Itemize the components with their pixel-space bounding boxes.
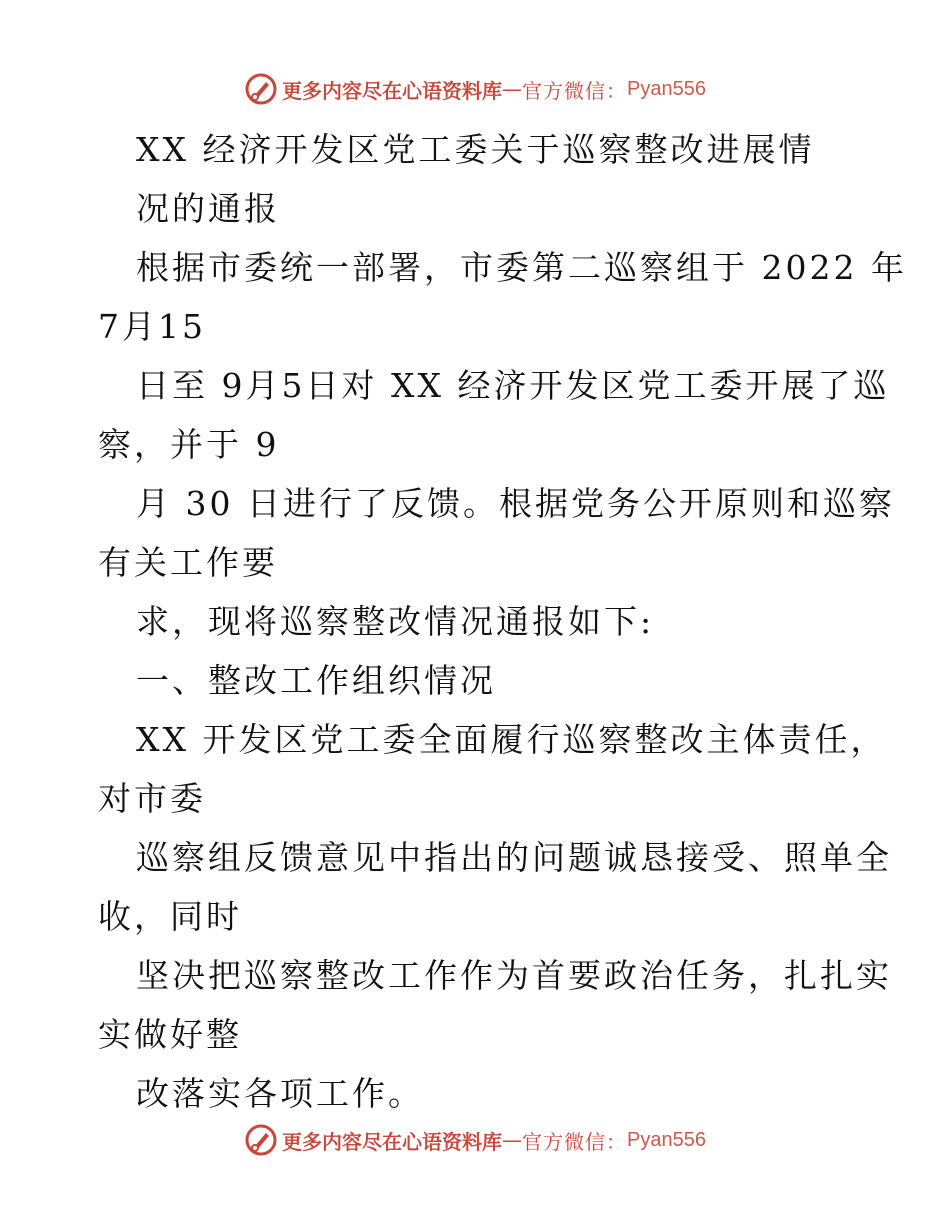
header-banner	[0, 69, 950, 109]
doc-line: 根据市委统一部署，市委第二巡察组于 2022 年	[136, 248, 907, 287]
banner-official-label: 官方微信：	[522, 78, 628, 103]
doc-line: 求，现将巡察整改情况通报如下:	[136, 602, 655, 641]
banner-official-label: 官方微信：	[522, 1129, 628, 1154]
document-body	[98, 120, 907, 1123]
doc-line: 改落实各项工作。	[136, 1074, 424, 1113]
footer-banner	[0, 1120, 950, 1160]
doc-line: XX 开发区党工委全面履行巡察整改主体责任，	[136, 720, 887, 759]
doc-line: 收，同时	[98, 897, 242, 936]
doc-title-line-2: 况的通报	[136, 189, 280, 228]
banner-wechat-id: Pyan556	[627, 1128, 706, 1151]
doc-line: 日至 9月5日对 XX 经济开发区党工委开展了巡	[136, 366, 890, 405]
pen-nib-logo-icon	[244, 72, 278, 106]
doc-line: 7月15	[98, 307, 206, 346]
doc-section-heading: 一、整改工作组织情况	[136, 661, 496, 700]
doc-line: 巡察组反馈意见中指出的问题诚恳接受、照单全	[136, 838, 892, 877]
banner-separator: —	[502, 77, 523, 101]
banner-site-name: 更多内容尽在心语资料库	[282, 1129, 503, 1154]
doc-line: 对市委	[98, 779, 206, 818]
doc-line: 有关工作要	[98, 543, 278, 582]
doc-line: 坚决把巡察整改工作作为首要政治任务，扎扎实	[136, 956, 892, 995]
banner-separator: —	[502, 1128, 523, 1152]
doc-title-line-1: XX 经济开发区党工委关于巡察整改进展情	[136, 130, 815, 169]
pen-nib-logo-icon	[244, 1123, 278, 1157]
doc-line: 月 30 日进行了反馈。根据党务公开原则和巡察	[136, 484, 895, 523]
doc-line: 察，并于 9	[98, 425, 280, 464]
doc-line: 实做好整	[98, 1015, 242, 1054]
banner-wechat-id: Pyan556	[627, 77, 706, 100]
banner-site-name: 更多内容尽在心语资料库	[282, 78, 503, 103]
